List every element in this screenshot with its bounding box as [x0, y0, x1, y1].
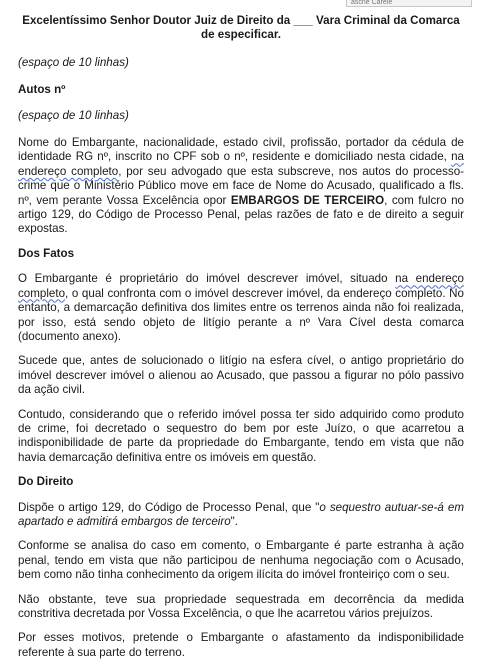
fatos-paragraph-2: Sucede que, antes de solucionado o litígio na esfera cível, o antigo proprietário do imóvel descrever imóvel o alienou ao Acusado, que passou a figurar no pólo passivo da ação civil. [18, 354, 464, 397]
top-toolbar-fragment [346, 0, 472, 7]
toolbar-fragment-label: ascne Carele [351, 0, 393, 6]
fatos-1-text-b: , o qual confronta com o imóvel descrever imóvel, da endereço completo. No entanto, a demarcação definitiva dos limites entre os terrenos ainda não foi realizada, por isso, está sendo objeto de litígio perante a nº Vara Cível desta comarca (documento anexo). [18, 286, 464, 343]
heading-line-1: Excelentíssimo Senhor Doutor Juiz de Direito da ___ Vara Criminal da Comarca [22, 14, 460, 27]
direito-1-text-a: Dispõe o artigo 129, do Código de Processo Penal, que " [18, 500, 320, 514]
intro-paragraph [18, 136, 464, 237]
document-heading [18, 14, 464, 43]
spacing-note-2: (espaço de 10 linhas) [18, 108, 129, 122]
direito-1-quote-italic: o sequestro autuar-se-á em apartado e admitirá embargos de terceiro [18, 500, 464, 528]
intro-address-underlined: na endereço completo [18, 150, 464, 178]
direito-paragraph-3: Não obstante, teve sua propriedade sequestrada em decorrência da medida constritiva decretada por Vossa Excelência, o que lhe acarretou vários prejuízos. [18, 592, 464, 620]
intro-text-3: , com fulcro no artigo 129, do Código de Processo Penal, pelas razões de fato e de direito a seguir expostas. [18, 193, 464, 236]
direito-1-text-b: ". [230, 514, 239, 528]
direito-paragraph-4: Por esses motivos, pretende o Embargante o afastamento da indisponibilidade referente à sua parte do terreno. [18, 631, 464, 659]
fatos-paragraph-1 [18, 272, 464, 344]
direito-paragraph-1 [18, 501, 464, 530]
fatos-paragraph-3: Contudo, considerando que o referido imóvel possa ter sido adquirido como produto de crime, foi decretado o sequestro do bem por este Juízo, o que acarretou a indisponibilidade de parte da propriedade do Embargante, tendo em vista que não havia demarcação definitiva entre os imóveis em questão. [18, 407, 464, 464]
autos-label: Autos nº [18, 83, 66, 97]
intro-text-1: Nome do Embargante, nacionalidade, estado civil, profissão, portador da cédula de identidade RG nº, inscrito no CPF sob o nº, residente e domiciliado nesta cidade, [18, 136, 464, 164]
section-dos-fatos-title: Dos Fatos [18, 246, 75, 260]
document-page [18, 14, 464, 670]
fatos-1-text-a: O Embargante é proprietário do imóvel descrever imóvel, situado [18, 272, 396, 286]
spacing-note-1: (espaço de 10 linhas) [18, 55, 129, 69]
section-do-direito-title: Do Direito [18, 475, 74, 489]
direito-paragraph-2: Conforme se analisa do caso em comento, o Embargante é parte estranha à ação penal, tendo em vista que não participou de nenhuma negociação com o Acusado, bem como não tinha conhecimento da origem ilícita do imóvel fronteiriço com o seu. [18, 539, 464, 582]
intro-text-2: , por seu advogado que esta subscreve, nos autos do processo-crime que o Ministério Público move em face de Nome do Acusado, qualificado a fls. nº, vem perante Vossa Excelência opor [18, 164, 464, 207]
intro-embargos-bold: EMBARGOS DE TERCEIRO [230, 193, 385, 207]
heading-line-2: de especificar. [201, 28, 281, 42]
fatos-1-address-underlined: na endereço completo [18, 272, 465, 300]
